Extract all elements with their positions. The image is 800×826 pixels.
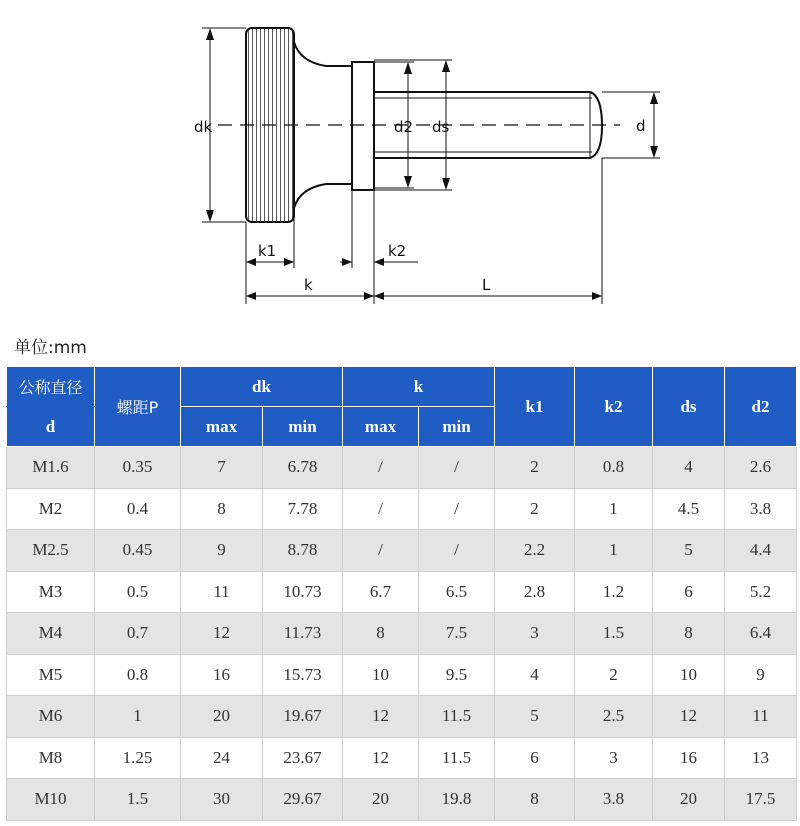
table-row <box>7 488 797 530</box>
cell-k-min: 11.5 <box>419 696 495 738</box>
table-row <box>7 654 797 696</box>
cell-k2: 0.8 <box>575 447 653 489</box>
cell-k-max: 20 <box>343 779 419 821</box>
cell-k2: 3.8 <box>575 779 653 821</box>
cell-d: M2 <box>7 488 95 530</box>
cell-k-max: 10 <box>343 654 419 696</box>
cell-ds: 4 <box>653 447 725 489</box>
cell-k-max: / <box>343 488 419 530</box>
cell-pitch: 0.45 <box>95 530 181 572</box>
cell-dk-min: 15.73 <box>263 654 343 696</box>
cell-k-max: 8 <box>343 613 419 655</box>
cell-k-min: 11.5 <box>419 737 495 779</box>
cell-d2: 11 <box>725 696 797 738</box>
label-d2: d2 <box>394 118 414 136</box>
cell-pitch: 1 <box>95 696 181 738</box>
label-d: d <box>636 117 646 135</box>
cell-d: M10 <box>7 779 95 821</box>
cell-dk-min: 10.73 <box>263 571 343 613</box>
header-dk-max: max <box>181 407 263 447</box>
cell-d2: 3.8 <box>725 488 797 530</box>
cell-k1: 2.2 <box>495 530 575 572</box>
cell-dk-max: 12 <box>181 613 263 655</box>
header-dk: dk <box>181 367 343 407</box>
cell-k-min: / <box>419 488 495 530</box>
cell-dk-min: 7.78 <box>263 488 343 530</box>
collar <box>352 62 374 190</box>
spec-table-body <box>7 447 797 821</box>
cell-pitch: 0.35 <box>95 447 181 489</box>
cell-d: M2.5 <box>7 530 95 572</box>
header-pitch: 螺距P <box>95 367 181 447</box>
cell-k2: 1.5 <box>575 613 653 655</box>
header-k: k <box>343 367 495 407</box>
head-neck <box>294 42 352 208</box>
cell-k2: 3 <box>575 737 653 779</box>
cell-k1: 6 <box>495 737 575 779</box>
cell-ds: 5 <box>653 530 725 572</box>
header-k2: k2 <box>575 367 653 447</box>
cell-pitch: 0.7 <box>95 613 181 655</box>
label-ds: ds <box>432 118 450 136</box>
cell-k-max: 6.7 <box>343 571 419 613</box>
cell-dk-max: 24 <box>181 737 263 779</box>
cell-ds: 12 <box>653 696 725 738</box>
cell-dk-min: 23.67 <box>263 737 343 779</box>
header-d: d <box>7 407 95 447</box>
label-L: L <box>482 276 491 294</box>
cell-k-min: / <box>419 530 495 572</box>
header-ds: ds <box>653 367 725 447</box>
cell-pitch: 1.25 <box>95 737 181 779</box>
table-row <box>7 696 797 738</box>
cell-k-min: 9.5 <box>419 654 495 696</box>
cell-d: M5 <box>7 654 95 696</box>
cell-k-min: / <box>419 447 495 489</box>
cell-k-max: / <box>343 530 419 572</box>
label-k: k <box>304 276 313 294</box>
cell-dk-min: 29.67 <box>263 779 343 821</box>
cell-pitch: 0.4 <box>95 488 181 530</box>
table-row <box>7 571 797 613</box>
cell-k-max: 12 <box>343 737 419 779</box>
cell-d: M4 <box>7 613 95 655</box>
cell-dk-max: 30 <box>181 779 263 821</box>
cell-dk-max: 16 <box>181 654 263 696</box>
table-row <box>7 530 797 572</box>
header-d2: d2 <box>725 367 797 447</box>
table-row <box>7 613 797 655</box>
table-row <box>7 447 797 489</box>
cell-k2: 1.2 <box>575 571 653 613</box>
cell-k1: 8 <box>495 779 575 821</box>
cell-ds: 20 <box>653 779 725 821</box>
cell-k-min: 6.5 <box>419 571 495 613</box>
cell-d: M1.6 <box>7 447 95 489</box>
label-k2: k2 <box>388 242 407 260</box>
cell-dk-max: 20 <box>181 696 263 738</box>
header-k-min: min <box>419 407 495 447</box>
cell-dk-max: 9 <box>181 530 263 572</box>
header-nominal-diameter: 公称直径 <box>7 367 95 407</box>
cell-k1: 4 <box>495 654 575 696</box>
cell-d: M3 <box>7 571 95 613</box>
cell-k1: 2 <box>495 488 575 530</box>
spec-table <box>6 366 797 821</box>
cell-dk-min: 11.73 <box>263 613 343 655</box>
cell-dk-max: 8 <box>181 488 263 530</box>
cell-pitch: 0.8 <box>95 654 181 696</box>
cell-d2: 13 <box>725 737 797 779</box>
technical-drawing <box>0 0 800 328</box>
cell-d2: 4.4 <box>725 530 797 572</box>
cell-k-min: 19.8 <box>419 779 495 821</box>
cell-pitch: 0.5 <box>95 571 181 613</box>
cell-d: M6 <box>7 696 95 738</box>
unit-label: 单位:mm <box>14 338 87 358</box>
cell-k-max: 12 <box>343 696 419 738</box>
cell-d: M8 <box>7 737 95 779</box>
cell-k2: 2 <box>575 654 653 696</box>
cell-k2: 1 <box>575 530 653 572</box>
cell-dk-min: 6.78 <box>263 447 343 489</box>
cell-ds: 16 <box>653 737 725 779</box>
cell-d2: 9 <box>725 654 797 696</box>
cell-k-max: / <box>343 447 419 489</box>
cell-ds: 8 <box>653 613 725 655</box>
cell-k1: 3 <box>495 613 575 655</box>
cell-dk-max: 7 <box>181 447 263 489</box>
label-k1: k1 <box>258 242 277 260</box>
cell-dk-min: 19.67 <box>263 696 343 738</box>
cell-dk-min: 8.78 <box>263 530 343 572</box>
label-dk: dk <box>194 118 213 136</box>
header-dk-min: min <box>263 407 343 447</box>
cell-k1: 2 <box>495 447 575 489</box>
cell-pitch: 1.5 <box>95 779 181 821</box>
cell-k-min: 7.5 <box>419 613 495 655</box>
cell-d2: 17.5 <box>725 779 797 821</box>
thumb-screw-drawing <box>0 0 800 328</box>
cell-ds: 6 <box>653 571 725 613</box>
cell-k1: 5 <box>495 696 575 738</box>
header-k-max: max <box>343 407 419 447</box>
cell-d2: 2.6 <box>725 447 797 489</box>
cell-dk-max: 11 <box>181 571 263 613</box>
cell-d2: 6.4 <box>725 613 797 655</box>
cell-k2: 2.5 <box>575 696 653 738</box>
cell-k2: 1 <box>575 488 653 530</box>
cell-ds: 10 <box>653 654 725 696</box>
cell-ds: 4.5 <box>653 488 725 530</box>
header-k1: k1 <box>495 367 575 447</box>
table-row <box>7 737 797 779</box>
cell-k1: 2.8 <box>495 571 575 613</box>
cell-d2: 5.2 <box>725 571 797 613</box>
table-row <box>7 779 797 821</box>
